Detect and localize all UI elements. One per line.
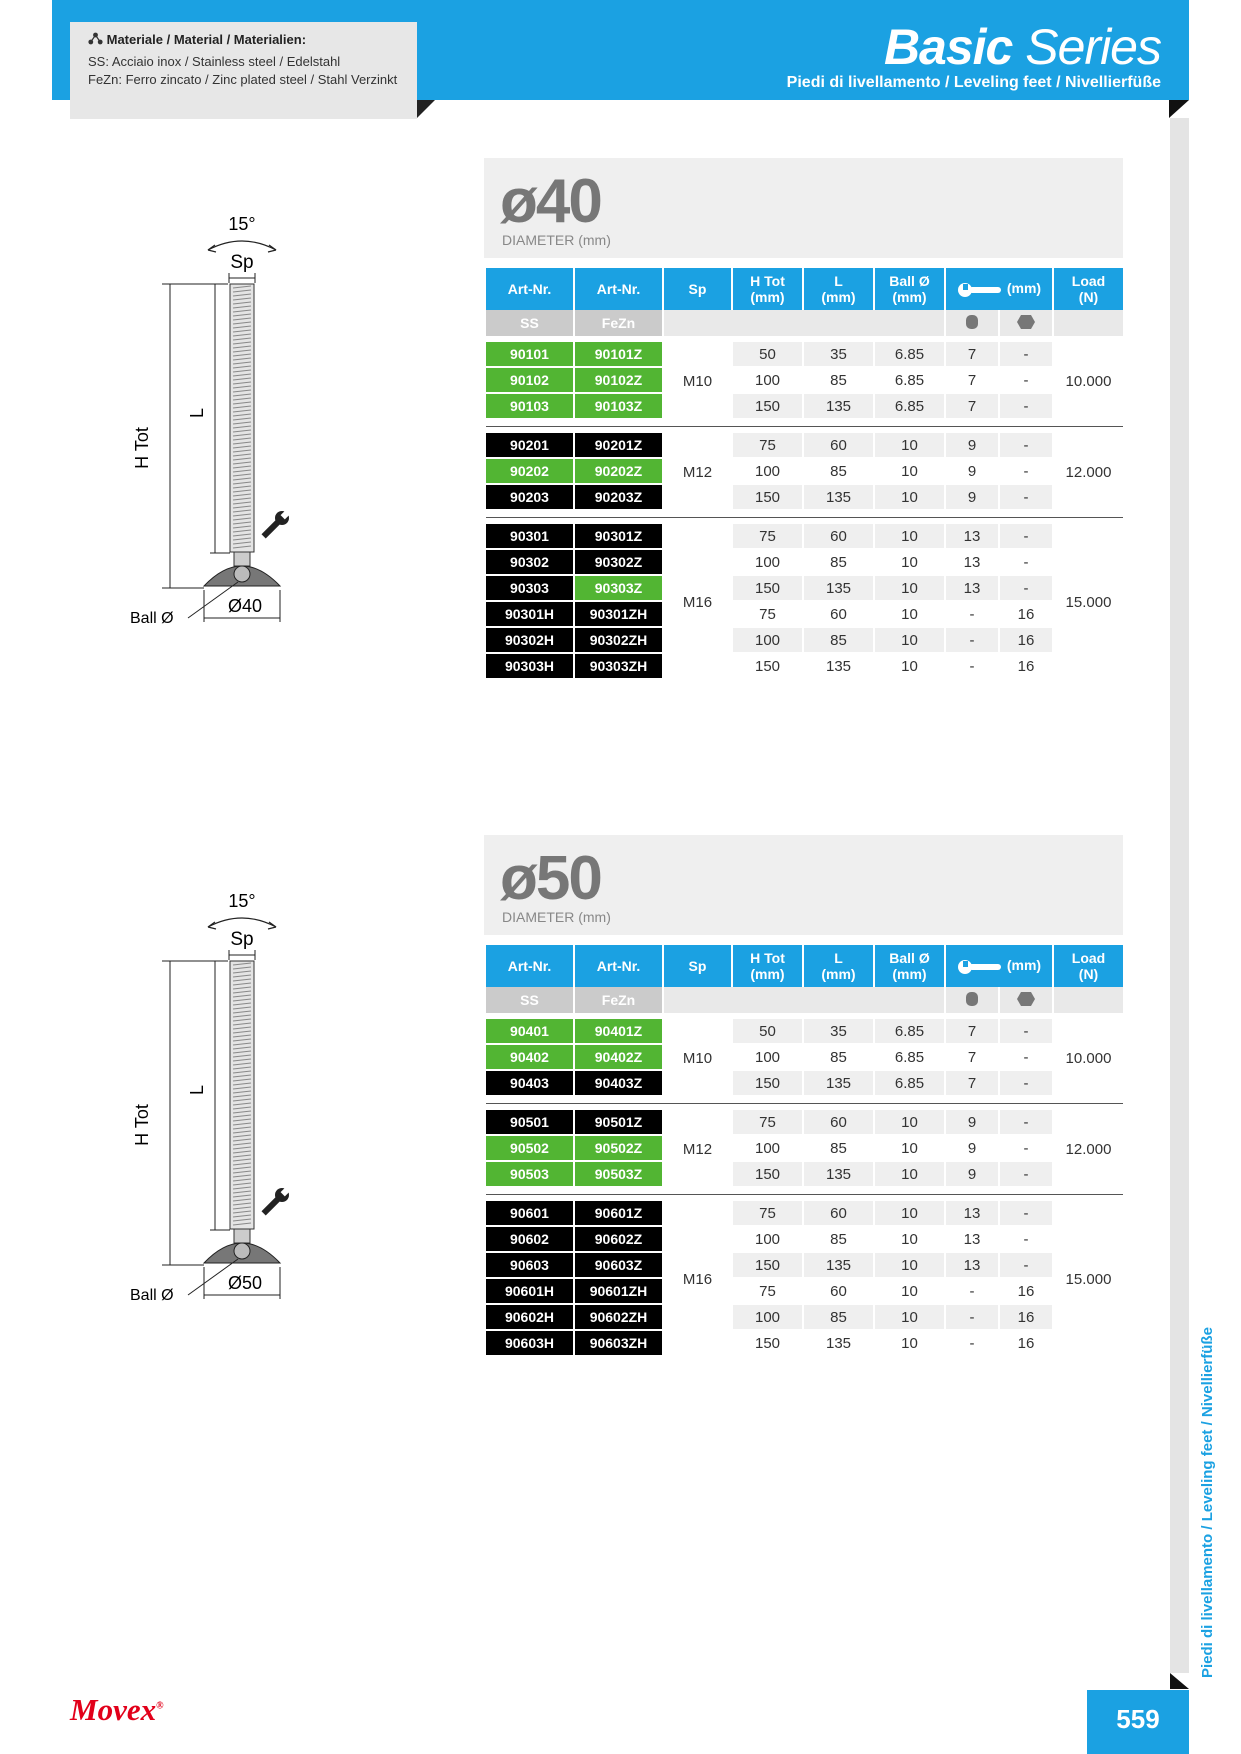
table-row (486, 342, 1123, 368)
key-round-value: 7 (946, 368, 998, 394)
key-unit: (mm) (1006, 280, 1042, 297)
art-ss: 90203 (486, 485, 573, 511)
series-title-bold: Basic (883, 19, 1013, 75)
page-number: 559 (1116, 1704, 1160, 1734)
ball-value: 6.85 (875, 342, 944, 368)
ball-value: 6.85 (875, 394, 944, 420)
table-row (486, 1071, 1123, 1097)
art-fezn: 90302ZH (575, 628, 662, 654)
material-label-line (88, 32, 306, 47)
ball-value: 6.85 (875, 1045, 944, 1071)
art-fezn: 90603Z (575, 1253, 662, 1279)
htot-value: 75 (733, 433, 802, 459)
key-round-value: 7 (946, 1019, 998, 1045)
sp-value: M10 (682, 1049, 713, 1067)
htot-value: 100 (733, 459, 802, 485)
key-round-value: - (946, 1279, 998, 1305)
l-value: 60 (804, 1279, 873, 1305)
l-value: 85 (804, 1136, 873, 1162)
key-round-value: 7 (946, 1071, 998, 1097)
table-row (486, 1162, 1123, 1188)
diameter-subtitle: DIAMETER (mm) (502, 909, 611, 925)
hex-nut (234, 1229, 250, 1243)
table-row (486, 1331, 1123, 1357)
l-value: 85 (804, 1227, 873, 1253)
htot-value: 100 (733, 1227, 802, 1253)
ball-value: 10 (875, 1110, 944, 1136)
sp-value: M16 (682, 593, 713, 611)
htot-value: 75 (733, 1201, 802, 1227)
art-ss: 90603H (486, 1331, 573, 1357)
key-round-value: - (946, 1331, 998, 1357)
art-fezn: 90201Z (575, 433, 662, 459)
rotation-arc (208, 241, 276, 250)
l-value: 135 (804, 485, 873, 511)
rotation-arc (208, 918, 276, 927)
htot-value: 75 (733, 1279, 802, 1305)
ball-value: 10 (875, 1201, 944, 1227)
l-value: 135 (804, 576, 873, 602)
htot-value: 100 (733, 368, 802, 394)
ball-value: 10 (875, 433, 944, 459)
group-divider (486, 1188, 1123, 1195)
key-hex-value: 16 (1000, 1331, 1052, 1357)
ball-joint (234, 566, 250, 582)
key-hex-value: - (1000, 1162, 1052, 1188)
key-hex-value: - (1000, 576, 1052, 602)
htot-value: 150 (733, 1071, 802, 1097)
htot-label: H Tot (132, 1104, 152, 1146)
spec-table (484, 268, 1125, 680)
series-title-light: Series (1012, 19, 1161, 75)
art-ss: 90302 (486, 550, 573, 576)
key-round-value: 7 (946, 342, 998, 368)
art-ss: 90301 (486, 524, 573, 550)
ball-value: 10 (875, 628, 944, 654)
art-fezn: 90602Z (575, 1227, 662, 1253)
l-value: 135 (804, 1253, 873, 1279)
key-round-value: 13 (946, 524, 998, 550)
table-header-row (486, 945, 1123, 987)
col-load: Load (N) (1054, 945, 1123, 987)
series-title (884, 18, 1161, 76)
table-row (486, 1110, 1123, 1136)
load-value: 15.000 (1065, 1270, 1112, 1288)
l-value: 60 (804, 1201, 873, 1227)
art-ss: 90303H (486, 654, 573, 680)
side-tab (1170, 118, 1189, 1673)
table-subheader-row (486, 310, 1123, 336)
hex-nut (234, 552, 250, 566)
key-round-value: 9 (946, 1110, 998, 1136)
art-ss: 90302H (486, 628, 573, 654)
table-row (486, 394, 1123, 420)
art-ss: 90301H (486, 602, 573, 628)
sub-round-key (946, 987, 998, 1013)
ball-value: 10 (875, 524, 944, 550)
hex-nut-icon (1016, 314, 1036, 330)
header-corner (1169, 100, 1189, 118)
l-value: 85 (804, 1305, 873, 1331)
diameter-subtitle: DIAMETER (mm) (502, 232, 611, 248)
col-htot: H Tot (mm) (733, 945, 802, 987)
htot-value: 150 (733, 485, 802, 511)
ball-value: 10 (875, 602, 944, 628)
ball-value: 10 (875, 459, 944, 485)
ball-value: 10 (875, 1331, 944, 1357)
key-round-value: 13 (946, 550, 998, 576)
l-value: 35 (804, 342, 873, 368)
art-fezn: 90601ZH (575, 1279, 662, 1305)
key-hex-value: - (1000, 342, 1052, 368)
art-fezn: 90401Z (575, 1019, 662, 1045)
ball-value: 10 (875, 1162, 944, 1188)
art-fezn: 90503Z (575, 1162, 662, 1188)
l-value: 85 (804, 628, 873, 654)
l-label: L (187, 1084, 207, 1096)
ball-joint (234, 1243, 250, 1259)
ball-value: 6.85 (875, 1019, 944, 1045)
table-row (486, 459, 1123, 485)
table-row (486, 1136, 1123, 1162)
key-hex-value: - (1000, 524, 1052, 550)
material-fezn-line: FeZn: Ferro zincato / Zinc plated steel / Stahl Verzinkt (88, 72, 398, 87)
art-ss: 90602H (486, 1305, 573, 1331)
table-row (486, 576, 1123, 602)
art-fezn: 90103Z (575, 394, 662, 420)
wrench-icon (957, 282, 1003, 298)
key-hex-value: 16 (1000, 1279, 1052, 1305)
art-ss: 90403 (486, 1071, 573, 1097)
group-divider (486, 420, 1123, 427)
art-ss: 90501 (486, 1110, 573, 1136)
art-fezn: 90603ZH (575, 1331, 662, 1357)
key-round-value: 9 (946, 459, 998, 485)
l-value: 135 (804, 1331, 873, 1357)
sp-label: Sp (230, 252, 254, 273)
col-art-fezn: Art-Nr. (575, 945, 662, 987)
key-hex-value: - (1000, 368, 1052, 394)
col-l: L (mm) (804, 945, 873, 987)
sp-value: M16 (682, 1270, 713, 1288)
ball-value: 10 (875, 1253, 944, 1279)
htot-value: 150 (733, 394, 802, 420)
ball-label: Ball Ø (130, 610, 174, 627)
table-row (486, 485, 1123, 511)
art-fezn: 90301ZH (575, 602, 662, 628)
htot-value: 75 (733, 524, 802, 550)
table-row (486, 1279, 1123, 1305)
col-art-fezn: Art-Nr. (575, 268, 662, 310)
ball-value: 10 (875, 1279, 944, 1305)
load-value: 10.000 (1065, 1049, 1112, 1067)
diameter-value: ø50 (500, 844, 601, 913)
material-label: Materiale / Material / Materialien: (106, 32, 307, 47)
l-value: 60 (804, 433, 873, 459)
art-fezn: 90602ZH (575, 1305, 662, 1331)
col-key-size (946, 268, 1052, 310)
key-hex-value: 16 (1000, 1305, 1052, 1331)
table-row (486, 368, 1123, 394)
col-htot: H Tot (mm) (733, 268, 802, 310)
l-label: L (187, 407, 207, 419)
side-tab-text: Piedi di livellamento / Leveling feet / Nivellierfüße (1199, 1327, 1216, 1678)
sub-fezn: FeZn (575, 310, 662, 336)
art-fezn: 90402Z (575, 1045, 662, 1071)
htot-value: 150 (733, 1331, 802, 1357)
key-hex-value: - (1000, 1071, 1052, 1097)
l-value: 135 (804, 394, 873, 420)
key-hex-value: - (1000, 433, 1052, 459)
art-fezn: 90403Z (575, 1071, 662, 1097)
key-round-value: 9 (946, 1162, 998, 1188)
key-unit: (mm) (1006, 957, 1042, 974)
key-round-value: 7 (946, 1045, 998, 1071)
key-round-value: - (946, 628, 998, 654)
l-value: 85 (804, 368, 873, 394)
key-hex-value: - (1000, 1110, 1052, 1136)
key-hex-value: - (1000, 485, 1052, 511)
key-round-value: 9 (946, 485, 998, 511)
art-ss: 90101 (486, 342, 573, 368)
col-art-ss: Art-Nr. (486, 945, 573, 987)
round-nut-icon (964, 991, 980, 1007)
spec-table (484, 945, 1125, 1357)
table-row (486, 654, 1123, 680)
sub-ss: SS (486, 310, 573, 336)
key-round-value: - (946, 602, 998, 628)
art-fezn: 90203Z (575, 485, 662, 511)
wrench-icon (957, 959, 1003, 975)
art-ss: 90401 (486, 1019, 573, 1045)
table-row (486, 1045, 1123, 1071)
key-round-value: - (946, 654, 998, 680)
col-ball: Ball Ø (mm) (875, 945, 944, 987)
sub-ss: SS (486, 987, 573, 1013)
group-divider (486, 511, 1123, 518)
base-diameter-label: Ø50 (227, 1273, 263, 1293)
wrench-icon (259, 1184, 293, 1218)
art-ss: 90503 (486, 1162, 573, 1188)
key-hex-value: - (1000, 1019, 1052, 1045)
key-hex-value: - (1000, 1227, 1052, 1253)
load-value: 10.000 (1065, 372, 1112, 390)
l-value: 135 (804, 1162, 873, 1188)
art-ss: 90103 (486, 394, 573, 420)
art-ss: 90502 (486, 1136, 573, 1162)
art-ss: 90601H (486, 1279, 573, 1305)
key-hex-value: - (1000, 1045, 1052, 1071)
htot-value: 150 (733, 654, 802, 680)
art-ss: 90202 (486, 459, 573, 485)
col-load: Load (N) (1054, 268, 1123, 310)
leveling-foot-drawing (130, 865, 360, 1325)
key-hex-value: 16 (1000, 654, 1052, 680)
material-icon (88, 32, 103, 45)
ball-value: 10 (875, 576, 944, 602)
load-value: 15.000 (1065, 593, 1112, 611)
table-row (486, 1227, 1123, 1253)
movex-logo: Movex® (70, 1692, 164, 1727)
art-ss: 90102 (486, 368, 573, 394)
wrench-icon (259, 507, 293, 541)
group-divider (486, 1097, 1123, 1104)
htot-value: 150 (733, 1162, 802, 1188)
l-value: 60 (804, 1110, 873, 1136)
htot-value: 50 (733, 342, 802, 368)
l-value: 60 (804, 602, 873, 628)
art-ss: 90602 (486, 1227, 573, 1253)
htot-value: 100 (733, 1305, 802, 1331)
htot-value: 100 (733, 1045, 802, 1071)
table-row (486, 628, 1123, 654)
l-value: 85 (804, 459, 873, 485)
key-hex-value: - (1000, 394, 1052, 420)
art-ss: 90303 (486, 576, 573, 602)
load-value: 12.000 (1065, 463, 1112, 481)
art-fezn: 90202Z (575, 459, 662, 485)
art-fezn: 90303Z (575, 576, 662, 602)
art-fezn: 90302Z (575, 550, 662, 576)
htot-value: 100 (733, 550, 802, 576)
col-key-size (946, 945, 1052, 987)
key-round-value: - (946, 1305, 998, 1331)
sp-label: Sp (230, 929, 254, 950)
sub-round-key (946, 310, 998, 336)
round-nut-icon (964, 314, 980, 330)
side-tab-corner (1170, 1673, 1189, 1689)
key-round-value: 13 (946, 1253, 998, 1279)
table-row (486, 1201, 1123, 1227)
art-fezn: 90601Z (575, 1201, 662, 1227)
load-value: 12.000 (1065, 1140, 1112, 1158)
key-round-value: 7 (946, 394, 998, 420)
art-fezn: 90501Z (575, 1110, 662, 1136)
art-ss: 90601 (486, 1201, 573, 1227)
material-box-corner (417, 100, 435, 118)
l-value: 85 (804, 1045, 873, 1071)
table-row (486, 550, 1123, 576)
table-row (486, 1305, 1123, 1331)
sp-value: M12 (682, 1140, 713, 1158)
art-ss: 90201 (486, 433, 573, 459)
key-hex-value: - (1000, 550, 1052, 576)
leveling-foot-drawing (130, 188, 360, 648)
htot-value: 100 (733, 628, 802, 654)
table-row (486, 1253, 1123, 1279)
table-row (486, 524, 1123, 550)
col-sp: Sp (664, 268, 731, 310)
table-header-row (486, 268, 1123, 310)
ball-label: Ball Ø (130, 1287, 174, 1304)
table-row (486, 1019, 1123, 1045)
table-row (486, 602, 1123, 628)
ball-value: 10 (875, 1227, 944, 1253)
sub-hex-key (1000, 310, 1052, 336)
key-hex-value: 16 (1000, 628, 1052, 654)
key-round-value: 13 (946, 1201, 998, 1227)
angle-label: 15° (228, 214, 256, 234)
art-fezn: 90301Z (575, 524, 662, 550)
sub-hex-key (1000, 987, 1052, 1013)
sub-fezn: FeZn (575, 987, 662, 1013)
hex-nut-icon (1016, 991, 1036, 1007)
ball-value: 10 (875, 1136, 944, 1162)
key-hex-value: - (1000, 1253, 1052, 1279)
col-sp: Sp (664, 945, 731, 987)
ball-value: 6.85 (875, 1071, 944, 1097)
htot-value: 50 (733, 1019, 802, 1045)
l-value: 35 (804, 1019, 873, 1045)
htot-value: 75 (733, 1110, 802, 1136)
sp-value: M12 (682, 463, 713, 481)
material-ss-line: SS: Acciaio inox / Stainless steel / Edelstahl (88, 54, 341, 69)
art-fezn: 90101Z (575, 342, 662, 368)
key-round-value: 13 (946, 1227, 998, 1253)
htot-value: 100 (733, 1136, 802, 1162)
ball-value: 10 (875, 654, 944, 680)
art-fezn: 90102Z (575, 368, 662, 394)
key-hex-value: 16 (1000, 602, 1052, 628)
key-hex-value: - (1000, 459, 1052, 485)
l-value: 85 (804, 550, 873, 576)
ball-value: 10 (875, 550, 944, 576)
series-subtitle: Piedi di livellamento / Leveling feet / Nivellierfüße (786, 74, 1161, 91)
key-round-value: 9 (946, 1136, 998, 1162)
art-fezn: 90502Z (575, 1136, 662, 1162)
ball-value: 10 (875, 1305, 944, 1331)
diameter-value: ø40 (500, 167, 601, 236)
l-value: 135 (804, 654, 873, 680)
l-value: 135 (804, 1071, 873, 1097)
key-hex-value: - (1000, 1201, 1052, 1227)
l-value: 60 (804, 524, 873, 550)
ball-value: 10 (875, 485, 944, 511)
base-diameter-label: Ø40 (227, 596, 263, 616)
key-round-value: 9 (946, 433, 998, 459)
htot-value: 150 (733, 576, 802, 602)
sp-value: M10 (682, 372, 713, 390)
logo-text: Movex (70, 1692, 157, 1727)
col-ball: Ball Ø (mm) (875, 268, 944, 310)
key-round-value: 13 (946, 576, 998, 602)
htot-value: 150 (733, 1253, 802, 1279)
col-art-ss: Art-Nr. (486, 268, 573, 310)
htot-value: 75 (733, 602, 802, 628)
table-subheader-row (486, 987, 1123, 1013)
table-row (486, 433, 1123, 459)
art-fezn: 90303ZH (575, 654, 662, 680)
art-ss: 90603 (486, 1253, 573, 1279)
key-hex-value: - (1000, 1136, 1052, 1162)
art-ss: 90402 (486, 1045, 573, 1071)
ball-value: 6.85 (875, 368, 944, 394)
col-l: L (mm) (804, 268, 873, 310)
htot-label: H Tot (132, 427, 152, 469)
angle-label: 15° (228, 891, 256, 911)
